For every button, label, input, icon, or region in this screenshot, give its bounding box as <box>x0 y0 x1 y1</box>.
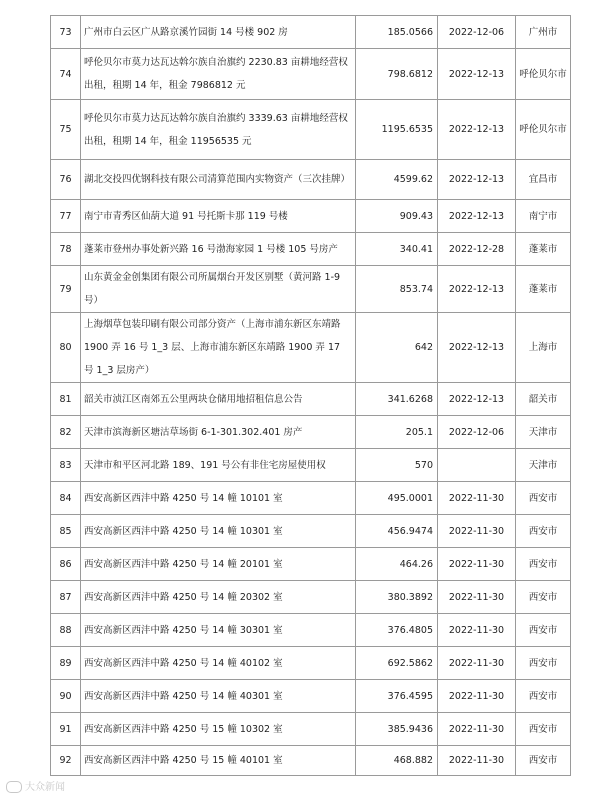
row-number: 75 <box>51 100 81 160</box>
row-amount: 495.0001 <box>356 482 438 515</box>
row-date: 2022-12-28 <box>438 233 516 266</box>
row-number: 92 <box>51 746 81 776</box>
row-city: 呼伦贝尔市 <box>516 100 571 160</box>
row-number: 86 <box>51 548 81 581</box>
row-city: 西安市 <box>516 482 571 515</box>
row-date: 2022-11-30 <box>438 515 516 548</box>
row-number: 80 <box>51 313 81 383</box>
row-date: 2022-11-30 <box>438 614 516 647</box>
table-row <box>51 160 571 200</box>
table-row <box>51 614 571 647</box>
table-row <box>51 746 571 776</box>
row-city: 西安市 <box>516 680 571 713</box>
row-amount: 380.3892 <box>356 581 438 614</box>
table-row <box>51 383 571 416</box>
table-row <box>51 482 571 515</box>
row-description: 呼伦贝尔市莫力达瓦达斡尔族自治旗约 2230.83 亩耕地经营权出租，租期 14 年，租金 7986812 元 <box>81 49 356 100</box>
row-date: 2022-12-13 <box>438 383 516 416</box>
row-number: 85 <box>51 515 81 548</box>
row-amount: 456.9474 <box>356 515 438 548</box>
row-number: 88 <box>51 614 81 647</box>
row-amount: 4599.62 <box>356 160 438 200</box>
row-number: 89 <box>51 647 81 680</box>
row-amount: 909.43 <box>356 200 438 233</box>
row-number: 74 <box>51 49 81 100</box>
row-date: 2022-11-30 <box>438 548 516 581</box>
row-city: 西安市 <box>516 647 571 680</box>
table-row <box>51 647 571 680</box>
row-date: 2022-11-30 <box>438 482 516 515</box>
row-date: 2022-12-13 <box>438 49 516 100</box>
watermark <box>6 778 65 793</box>
row-description: 西安高新区西沣中路 4250 号 14 幢 20302 室 <box>81 581 356 614</box>
row-amount: 340.41 <box>356 233 438 266</box>
table-row <box>51 548 571 581</box>
row-amount: 1195.6535 <box>356 100 438 160</box>
row-description: 山东黄金金创集团有限公司所属烟台开发区别墅（黄河路 1-9 号） <box>81 266 356 313</box>
row-date: 2022-12-13 <box>438 160 516 200</box>
row-city: 天津市 <box>516 416 571 449</box>
asset-table <box>50 15 571 776</box>
row-city: 呼伦贝尔市 <box>516 49 571 100</box>
row-number: 83 <box>51 449 81 482</box>
row-amount: 468.882 <box>356 746 438 776</box>
row-city: 蓬莱市 <box>516 266 571 313</box>
row-amount: 798.6812 <box>356 49 438 100</box>
row-description: 西安高新区西沣中路 4250 号 15 幢 10302 室 <box>81 713 356 746</box>
row-city: 西安市 <box>516 614 571 647</box>
table-row <box>51 100 571 160</box>
table-row <box>51 449 571 482</box>
row-amount: 185.0566 <box>356 16 438 49</box>
row-date: 2022-12-13 <box>438 266 516 313</box>
row-amount: 570 <box>356 449 438 482</box>
row-number: 91 <box>51 713 81 746</box>
row-amount: 642 <box>356 313 438 383</box>
row-description: 西安高新区西沣中路 4250 号 14 幢 40102 室 <box>81 647 356 680</box>
row-number: 77 <box>51 200 81 233</box>
row-description: 呼伦贝尔市莫力达瓦达斡尔族自治旗约 3339.63 亩耕地经营权出租，租期 14 年，租金 11956535 元 <box>81 100 356 160</box>
row-description: 韶关市浈江区南郊五公里两块仓储用地招租信息公告 <box>81 383 356 416</box>
table-row <box>51 416 571 449</box>
row-description: 南宁市青秀区仙葫大道 91 号托斯卡那 119 号楼 <box>81 200 356 233</box>
watermark-text: 大众新闻 <box>25 782 65 793</box>
row-date: 2022-12-13 <box>438 200 516 233</box>
row-amount: 341.6268 <box>356 383 438 416</box>
row-amount: 376.4805 <box>356 614 438 647</box>
row-date: 2022-12-06 <box>438 416 516 449</box>
table-row <box>51 200 571 233</box>
row-description: 湖北交投四优钢科技有限公司清算范围内实物资产（三次挂牌） <box>81 160 356 200</box>
row-number: 73 <box>51 16 81 49</box>
row-date: 2022-12-06 <box>438 16 516 49</box>
row-city: 西安市 <box>516 713 571 746</box>
row-description: 西安高新区西沣中路 4250 号 14 幢 40301 室 <box>81 680 356 713</box>
row-city: 蓬莱市 <box>516 233 571 266</box>
row-amount: 385.9436 <box>356 713 438 746</box>
row-date <box>438 449 516 482</box>
row-date: 2022-11-30 <box>438 647 516 680</box>
row-description: 西安高新区西沣中路 4250 号 14 幢 30301 室 <box>81 614 356 647</box>
row-description: 蓬莱市登州办事处新兴路 16 号渤海家园 1 号楼 105 号房产 <box>81 233 356 266</box>
table-row <box>51 581 571 614</box>
row-number: 81 <box>51 383 81 416</box>
row-number: 82 <box>51 416 81 449</box>
table-row <box>51 515 571 548</box>
row-number: 79 <box>51 266 81 313</box>
row-city: 西安市 <box>516 746 571 776</box>
row-city: 天津市 <box>516 449 571 482</box>
table-row <box>51 680 571 713</box>
row-amount: 692.5862 <box>356 647 438 680</box>
row-date: 2022-11-30 <box>438 713 516 746</box>
row-date: 2022-11-30 <box>438 581 516 614</box>
row-description: 西安高新区西沣中路 4250 号 15 幢 40101 室 <box>81 746 356 776</box>
row-city: 西安市 <box>516 548 571 581</box>
row-city: 西安市 <box>516 515 571 548</box>
row-description: 西安高新区西沣中路 4250 号 14 幢 10101 室 <box>81 482 356 515</box>
row-city: 上海市 <box>516 313 571 383</box>
row-date: 2022-11-30 <box>438 680 516 713</box>
row-date: 2022-11-30 <box>438 746 516 776</box>
asset-table-body <box>51 16 571 776</box>
row-description: 广州市白云区广从路京溪竹园街 14 号楼 902 房 <box>81 16 356 49</box>
table-row <box>51 233 571 266</box>
row-city: 广州市 <box>516 16 571 49</box>
table-row <box>51 713 571 746</box>
row-city: 南宁市 <box>516 200 571 233</box>
row-number: 84 <box>51 482 81 515</box>
row-description: 天津市滨海新区塘沽草场街 6-1-301.302.401 房产 <box>81 416 356 449</box>
row-amount: 376.4595 <box>356 680 438 713</box>
row-date: 2022-12-13 <box>438 100 516 160</box>
row-amount: 205.1 <box>356 416 438 449</box>
row-date: 2022-12-13 <box>438 313 516 383</box>
table-row <box>51 16 571 49</box>
table-row <box>51 49 571 100</box>
watermark-logo-icon <box>6 781 22 793</box>
row-description: 西安高新区西沣中路 4250 号 14 幢 20101 室 <box>81 548 356 581</box>
row-description: 天津市和平区河北路 189、191 号公有非住宅房屋使用权 <box>81 449 356 482</box>
table-row <box>51 313 571 383</box>
row-city: 韶关市 <box>516 383 571 416</box>
row-amount: 853.74 <box>356 266 438 313</box>
row-number: 90 <box>51 680 81 713</box>
row-amount: 464.26 <box>356 548 438 581</box>
row-city: 宜昌市 <box>516 160 571 200</box>
row-description: 西安高新区西沣中路 4250 号 14 幢 10301 室 <box>81 515 356 548</box>
row-number: 76 <box>51 160 81 200</box>
row-description: 上海烟草包装印刷有限公司部分资产（上海市浦东新区东靖路 1900 弄 16 号 1_3 层、上海市浦东新区东靖路 1900 弄 17 号 1_3 层房产） <box>81 313 356 383</box>
table-row <box>51 266 571 313</box>
row-number: 87 <box>51 581 81 614</box>
row-number: 78 <box>51 233 81 266</box>
row-city: 西安市 <box>516 581 571 614</box>
